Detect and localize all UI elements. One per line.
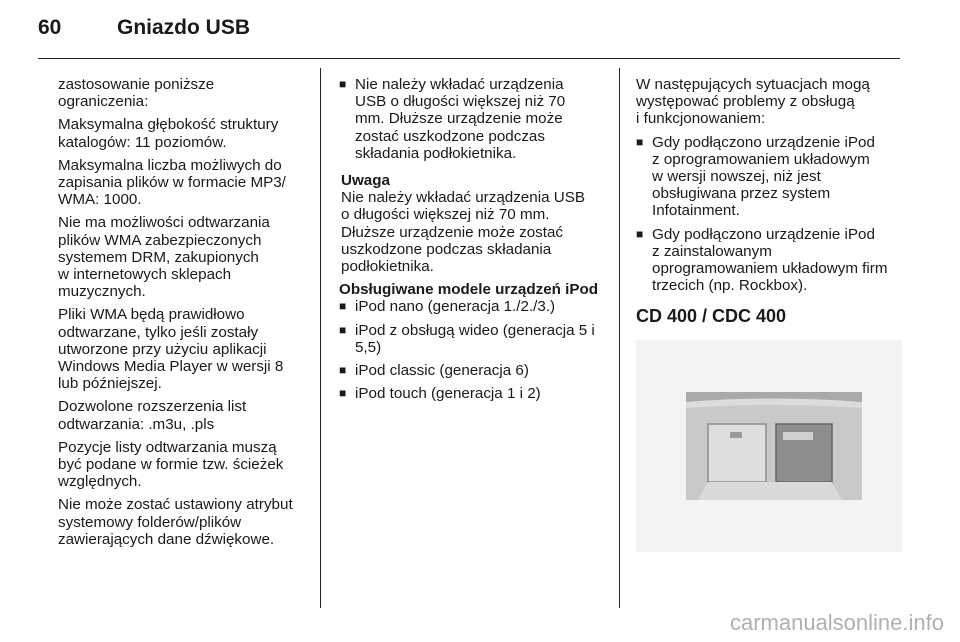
paragraph: zastosowanie poniższe ograniczenia: <box>58 76 215 111</box>
bullet-icon: ■ <box>339 322 347 337</box>
bullet-icon: ■ <box>339 386 347 401</box>
paragraph: Pozycje listy odtwarzania muszą być podane w formie tzw. ścieżek względnych. <box>58 438 284 491</box>
column-3 <box>636 76 936 552</box>
note-box <box>339 172 611 275</box>
bullet-icon: ■ <box>339 77 347 91</box>
column-divider-2 <box>619 68 620 608</box>
list-item: ■ iPod z obsługą wideo (generacja 5 i 5,5) <box>339 321 595 356</box>
paragraph: Maksymalna głębokość struktury katalogów: 11 poziomów. <box>58 116 279 151</box>
bullet-icon: ■ <box>636 226 644 241</box>
page-number: 60 <box>38 16 62 39</box>
column-2 <box>339 76 611 408</box>
paragraph: Maksymalna liczba możliwych do zapisania plików w formacie MP3/ WMA: 1000. <box>58 156 286 209</box>
page-title: Gniazdo USB <box>117 16 251 39</box>
header-rule <box>38 58 900 59</box>
list-item: ■ Gdy podłączono urządzenie iPod z oprogramowaniem układowym w wersji nowszej, niż jest obsługiwana przez system Infotainment. <box>636 133 875 220</box>
column-divider-1 <box>320 68 321 608</box>
column-1 <box>58 76 316 554</box>
paragraph: W następujących sytuacjach mogą występować problemy z obsługą i funkcjonowaniem: <box>636 76 870 128</box>
paragraph: Pliki WMA będą prawidłowo odtwarzane, tylko jeśli zostały utworzone przy użyciu aplikacji Windows Media Player w wersji 8 lub późniejszej. <box>58 306 284 393</box>
paragraph: Dozwolone rozszerzenia list odtwarzania: .m3u, .pls <box>58 398 247 433</box>
section-title: CD 400 / CDC 400 <box>636 306 787 327</box>
bullet-icon: ■ <box>339 363 347 378</box>
usb-socket-illustration <box>636 340 902 552</box>
list-item: ■ iPod nano (generacja 1./2./3.) <box>339 298 556 316</box>
list-item: ■ Gdy podłączono urządzenie iPod z zainstalowanym oprogramowaniem układowym firm trzecich (np. Rockbox). <box>636 225 888 295</box>
list-item: ■ Nie należy wkładać urządzenia USB o długości większej niż 70 mm. Dłuższe urządzenie może zostać uszkodzone podczas składania podłokietnika. <box>339 76 566 162</box>
usb-socket-image <box>636 340 902 552</box>
subheading: Obsługiwane modele urządzeń iPod <box>339 281 599 299</box>
list-item: ■ iPod touch (generacja 1 i 2) <box>339 385 541 403</box>
footer-watermark: carmanualsonline.info <box>729 610 944 635</box>
list-item: ■ iPod classic (generacja 6) <box>339 362 529 380</box>
page-header <box>0 0 960 58</box>
paragraph: Nie ma możliwości odtwarzania plików WMA zabezpieczonych systemem DRM, zakupionych w internetowych sklepach muzycznych. <box>58 214 270 301</box>
bullet-icon: ■ <box>339 299 347 314</box>
note-heading: Uwaga <box>341 172 390 190</box>
paragraph: Nie może zostać ustawiony atrybut systemowy folderów/plików zawierających dane dźwiękowe. <box>58 496 293 548</box>
bullet-icon: ■ <box>636 134 644 149</box>
note-text: Nie należy wkładać urządzenia USB o długości większej niż 70 mm. Dłuższe urządzenie może zostać uszkodzone podczas składania podłokietnika. <box>341 189 585 276</box>
